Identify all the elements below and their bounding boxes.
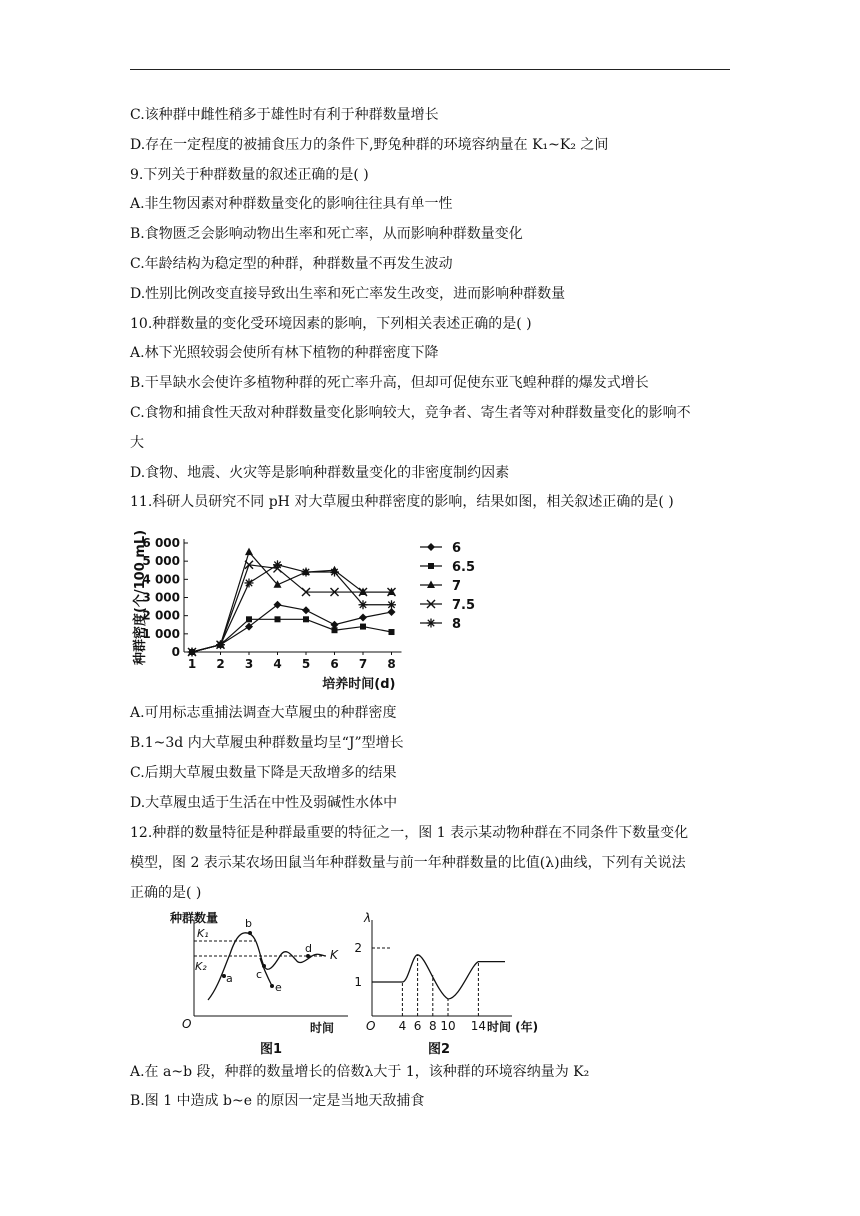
- curve-point: [270, 984, 274, 988]
- data-point: [360, 624, 366, 630]
- y-tick-label: 1 000: [142, 626, 180, 641]
- text-line: C.后期大草履虫数量下降是天敌增多的结果: [130, 765, 397, 781]
- y-tick-label: 6 000: [142, 536, 180, 550]
- legend-label: 8: [452, 617, 462, 632]
- data-point: [245, 548, 253, 556]
- point-label: c: [256, 968, 263, 981]
- text-line: 12.种群的数量特征是种群最重要的特征之一，图 1 表示某动物种群在不同条件下数量变化: [130, 825, 689, 841]
- x-axis-label: 时间: [310, 1021, 335, 1035]
- data-point: [275, 616, 281, 622]
- text-line: D.大草履虫适于生活在中性及弱碱性水体中: [130, 795, 398, 811]
- data-point: [245, 578, 254, 587]
- point-label: e: [275, 981, 282, 994]
- legend-marker: [427, 619, 436, 628]
- text-line: A.在 a~b 段，种群的数量增长的倍数λ大于 1，该种群的环境容纳量为 K₂: [130, 1064, 590, 1080]
- text-line: D.性别比例改变直接导致出生率和死亡率发生改变，进而影响种群数量: [130, 285, 566, 302]
- y-tick-label: 3 000: [142, 590, 180, 605]
- text-line: A.林下光照较弱会使所有林下植物的种群密度下降: [130, 345, 439, 362]
- x-tick-label: 10: [440, 1019, 456, 1033]
- legend-marker: [427, 543, 435, 551]
- legend-marker: [427, 581, 435, 589]
- x-tick-label: 1: [187, 657, 197, 671]
- x-tick-label: 4: [273, 657, 282, 671]
- text-line: B.1~3d 内大草履虫种群数量均呈“J”型增长: [130, 735, 404, 751]
- header-rule: [130, 69, 730, 70]
- text-line: 10.种群数量的变化受环境因素的影响，下列相关表述正确的是( ): [130, 315, 532, 332]
- data-point: [246, 616, 252, 622]
- text-line: D.存在一定程度的被捕食压力的条件下,野兔种群的环境容纳量在 K₁~K₂ 之间: [130, 136, 609, 153]
- data-point: [387, 600, 396, 609]
- data-point: [273, 560, 282, 569]
- text-line: A.非生物因素对种群数量变化的影响往往具有单一性: [130, 196, 453, 213]
- y-axis-label: 种群密度(个/100 mL): [133, 529, 148, 666]
- text-line: C.该种群中雌性稍多于雄性时有利于种群数量增长: [130, 107, 439, 123]
- point-label: d: [305, 942, 312, 955]
- data-point: [188, 648, 197, 657]
- ph-density-chart: [130, 524, 490, 694]
- text-line: B.干旱缺水会使许多植物种群的死亡率升高，但却可促使东亚飞蝗种群的爆发式增长: [130, 375, 649, 392]
- y-tick-label: 4 000: [142, 572, 180, 587]
- curve-point: [248, 931, 252, 935]
- figure1-population-model: [170, 908, 355, 1058]
- curve-point: [262, 964, 266, 968]
- data-point: [389, 629, 395, 635]
- text-line: 模型，图 2 表示某农场田鼠当年种群数量与前一年种群数量的比值(λ)曲线，下列有关说法: [130, 855, 686, 871]
- text-line: 11.科研人员研究不同 pH 对大草履虫种群密度的影响，结果如图，相关叙述正确的是( ): [130, 494, 674, 511]
- text-line: 正确的是( ): [130, 885, 202, 901]
- legend-label: 6.5: [452, 560, 476, 575]
- k2-label: K₂: [195, 960, 207, 973]
- legend-marker: [428, 563, 434, 569]
- x-tick-label: 3: [244, 657, 254, 671]
- text-line: B.食物匮乏会影响动物出生率和死亡率，从而影响种群数量变化: [130, 226, 523, 243]
- x-tick-label: 8: [387, 657, 396, 671]
- point-label: b: [245, 917, 252, 930]
- text-line: C.年龄结构为稳定型的种群，种群数量不再发生波动: [130, 256, 453, 272]
- x-tick-label: 8: [428, 1019, 437, 1033]
- x-tick-label: 6: [330, 657, 339, 671]
- origin-label: O: [182, 1017, 192, 1031]
- figure-caption: 图2: [428, 1042, 451, 1057]
- text-line: 大: [130, 434, 144, 451]
- x-axis-label: 时间 (年): [487, 1020, 539, 1034]
- y-tick-label: 0: [171, 645, 180, 659]
- legend-label: 7.5: [452, 598, 476, 613]
- y-tick-label: 2: [354, 941, 362, 955]
- text-line: B.图 1 中造成 b~e 的原因一定是当地天敌捕食: [130, 1093, 425, 1109]
- y-axis-label: λ: [364, 911, 372, 925]
- text-line: C.食物和捕食性天敌对种群数量变化影响较大，竞争者、寄生者等对种群数量变化的影响不: [130, 405, 691, 421]
- data-point: [359, 600, 368, 609]
- origin-label: O: [366, 1019, 376, 1033]
- figure-caption: 图1: [260, 1042, 283, 1057]
- legend-label: 7: [452, 579, 462, 594]
- point-label: a: [226, 972, 233, 985]
- y-tick-label: 5 000: [142, 554, 180, 569]
- x-tick-label: 7: [358, 657, 368, 671]
- y-tick-label: 1: [354, 975, 362, 989]
- data-point: [303, 616, 309, 622]
- text-line: A.可用标志重捕法调查大草履虫的种群密度: [130, 705, 397, 721]
- data-point: [359, 613, 367, 621]
- x-tick-label: 14: [470, 1019, 487, 1033]
- data-point: [332, 627, 338, 633]
- k1-label: K₁: [197, 927, 209, 940]
- y-tick-label: 2 000: [142, 608, 180, 623]
- legend-label: 6: [452, 541, 462, 556]
- text-line: 9.下列关于种群数量的叙述正确的是( ): [130, 166, 369, 183]
- x-tick-label: 6: [413, 1019, 422, 1033]
- data-point: [302, 606, 310, 614]
- figure2-lambda-curve: [354, 908, 552, 1058]
- y-axis-label: 种群数量: [170, 911, 219, 925]
- lambda-curve: [372, 955, 505, 999]
- data-point: [330, 568, 339, 577]
- x-axis-label: 培养时间(d): [322, 677, 396, 692]
- x-tick-label: 5: [301, 657, 311, 671]
- series-line-7: [192, 552, 392, 652]
- x-tick-label: 2: [216, 657, 225, 671]
- text-line: D.食物、地震、火灾等是影响种群数量变化的非密度制约因素: [130, 464, 510, 481]
- x-tick-label: 4: [398, 1019, 407, 1033]
- data-point: [216, 640, 225, 649]
- data-point: [302, 568, 311, 577]
- k-label: K: [330, 948, 338, 962]
